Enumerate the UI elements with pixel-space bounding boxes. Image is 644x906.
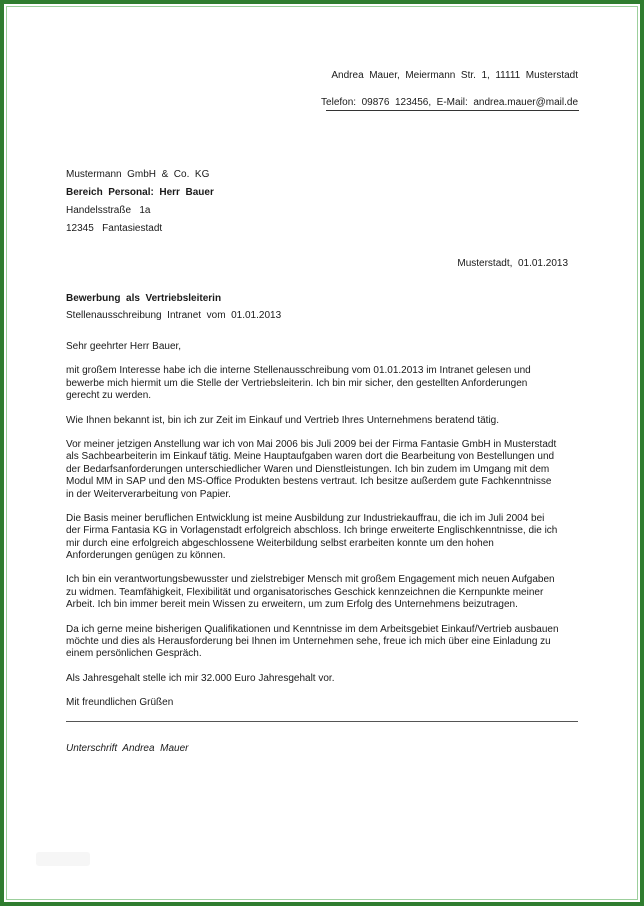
sender-address: Andrea Mauer, Meiermann Str. 1, 11111 Musterstadt: [331, 70, 578, 81]
paragraph: [66, 365, 586, 402]
letter-body: [66, 341, 586, 710]
paragraph: [66, 439, 586, 501]
paragraph-line: Vor meiner jetzigen Anstellung war ich von Mai 2006 bis Juli 2009 bei der Firma Fantasie GmbH in Musterstadt: [66, 438, 557, 450]
paragraph: [66, 415, 586, 427]
paragraph-line: Die Basis meiner beruflichen Entwicklung ist meine Ausbildung zur Industriekauffrau, die ich im Juli 2004 bei: [66, 512, 545, 524]
paragraph-line: Da ich gerne meine bisherigen Qualifikationen und Kenntnisse im dem Arbeitsgebiet Einkauf/Vertrieb ausbauen: [66, 623, 559, 635]
paragraph: [66, 513, 586, 563]
recipient-street: Handelsstraße 1a: [66, 205, 151, 216]
letter-date: Musterstadt, 01.01.2013: [457, 258, 568, 269]
sender-contact: Telefon: 09876 123456, E-Mail: andrea.mauer@mail.de: [321, 97, 578, 108]
paragraph-line: möchte und dies als Herausforderung bei Ihnen im Unternehmen sehe, freue ich mich über eine Einladung zu: [66, 636, 551, 648]
paragraph-line: Wie Ihnen bekannt ist, bin ich zur Zeit im Einkauf und Vertrieb Ihres Unternehmens beratend tätig.: [66, 414, 500, 426]
paragraph-line: mir durch eine erfolgreich abgeschlossene Weiterbildung selbst erarbeiten konnte um den hohen: [66, 537, 494, 549]
recipient-address: [66, 169, 214, 241]
paragraph-line: bewerbe mich hiermit um die Stelle der Vertriebsleiterin. Ich bin mir sicher, den gestellten Anforderungen: [66, 377, 528, 389]
signature-label: Unterschrift Andrea Mauer: [66, 743, 189, 754]
paragraph-line: mit großem Interesse habe ich die interne Stellenausschreibung vom 01.01.2013 im Intranet gelesen und: [66, 365, 531, 377]
recipient-department: Bereich Personal: Herr Bauer: [66, 187, 214, 198]
paragraph: [66, 624, 586, 661]
signature-line: [66, 721, 578, 722]
recipient-company: Mustermann GmbH & Co. KG: [66, 169, 210, 180]
paragraph-line: in der Weiterverarbeitung von Papier.: [66, 488, 231, 500]
paragraph-line: einem persönlichen Gespräch.: [66, 648, 202, 660]
paragraph-line: der Firma Fantasia KG in Vorlagenstadt erfolgreich abschloss. Ich bringe erweiterte Englischkenntnisse, die ich: [66, 525, 558, 537]
closing: Mit freundlichen Grüßen: [66, 697, 174, 709]
paragraph-line: Anforderungen genügen zu können.: [66, 550, 226, 562]
salutation: Sehr geehrter Herr Bauer,: [66, 341, 182, 352]
paragraph-line: Als Jahresgehalt stelle ich mir 32.000 Euro Jahresgehalt vor.: [66, 672, 335, 684]
paragraph-line: Modul MM in SAP und den MS-Office Produkten bestens vertraut. Ich besitze außerdem gute Fachkenntnisse: [66, 476, 552, 488]
subject-line: Bewerbung als Vertriebsleiterin: [66, 293, 222, 304]
paragraph: [66, 673, 586, 685]
paragraph-line: Arbeit. Ich bin immer bereit mein Wissen zu erweitern, um zum Erfolg des Unternehmens beizutragen.: [66, 599, 518, 611]
watermark-mark: [36, 852, 90, 866]
paragraph-line: als Sachbearbeiterin im Einkauf tätig. Meine Hauptaufgaben waren dort die Bearbeitung von Bestellungen und: [66, 451, 555, 463]
paragraph-line: gerecht zu werden.: [66, 390, 152, 402]
paragraph-line: der Bedarfsanforderungen unterschiedlicher Waren und Dienstleistungen. Ich bin zudem im Umgang mit dem: [66, 463, 550, 475]
paragraph: [66, 574, 586, 611]
paragraph-line: Ich bin ein verantwortungsbewusster und zielstrebiger Mensch mit großem Engagement mich neuen Aufgaben: [66, 574, 555, 586]
subject-block: [66, 293, 281, 327]
paragraph-line: zu widmen. Teamfähigkeit, Flexibilität und organisatorisches Geschick kennzeichnen die Kernpunkte meiner: [66, 586, 544, 598]
contact-underline: [326, 110, 579, 111]
reference-line: Stellenausschreibung Intranet vom 01.01.2013: [66, 310, 282, 321]
recipient-city: 12345 Fantasiestadt: [66, 223, 163, 234]
